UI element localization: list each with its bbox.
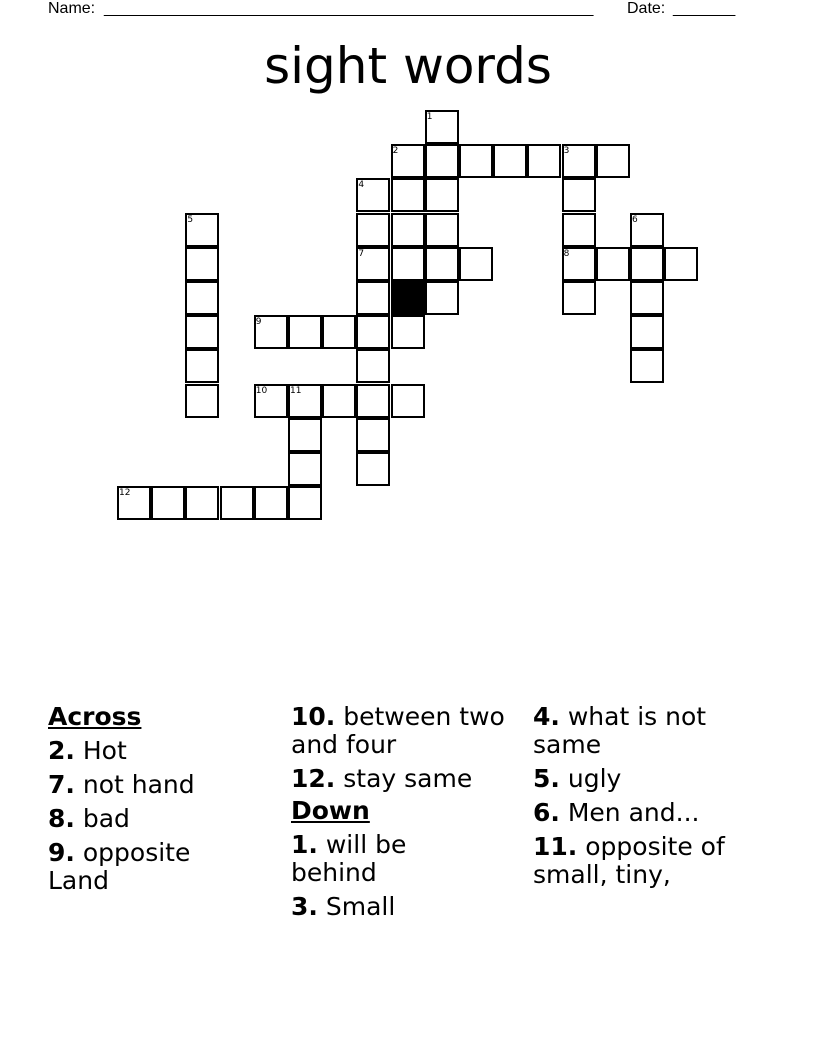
crossword-cell[interactable] [356, 281, 390, 315]
cell-number-4: 4 [358, 180, 365, 191]
crossword-cell[interactable] [562, 178, 596, 212]
crossword-cell[interactable] [630, 349, 664, 383]
crossword-cell[interactable] [391, 247, 425, 281]
date-label: Date: [627, 0, 666, 17]
crossword-cell[interactable] [425, 178, 459, 212]
crossword-cell[interactable] [185, 349, 219, 383]
cell-number-5: 5 [187, 214, 194, 225]
clue-down-5: 5. ugly [533, 764, 622, 793]
clue-across-12: 12. stay same [291, 764, 473, 793]
crossword-cell[interactable] [664, 247, 698, 281]
crossword-cell[interactable] [459, 144, 493, 178]
crossword-cell[interactable] [391, 384, 425, 418]
clue-across-9: 9. opposite Land [48, 838, 191, 895]
crossword-cell[interactable] [356, 384, 390, 418]
clue-column-3 [533, 703, 765, 895]
crossword-cell[interactable] [185, 281, 219, 315]
crossword-cell[interactable] [356, 315, 390, 349]
cell-number-10: 10 [255, 385, 268, 396]
clue-down-3: 3. Small [291, 892, 396, 921]
cell-number-2: 2 [392, 146, 399, 157]
crossword-cell[interactable] [254, 486, 288, 520]
cell-number-3: 3 [563, 146, 570, 157]
crossword-cell[interactable] [562, 213, 596, 247]
crossword-cell[interactable] [185, 247, 219, 281]
page-title: sight words [264, 37, 552, 95]
clue-across-2: 2. Hot [48, 736, 127, 765]
date-line[interactable]: _______ [673, 0, 736, 17]
clue-down-6: 6. Men and... [533, 798, 700, 827]
crossword-cell[interactable] [493, 144, 527, 178]
crossword-black-cell [391, 281, 425, 315]
name-label: Name: [48, 0, 96, 17]
cell-number-7: 7 [358, 248, 365, 259]
crossword-cell[interactable] [562, 281, 596, 315]
cell-number-1: 1 [426, 112, 433, 122]
crossword-cell[interactable] [425, 144, 459, 178]
crossword-cell[interactable] [425, 213, 459, 247]
crossword-cell[interactable] [596, 247, 630, 281]
cell-number-9: 9 [255, 317, 262, 328]
clue-across-8: 8. bad [48, 804, 130, 833]
crossword-cell[interactable] [630, 247, 664, 281]
crossword-cell[interactable] [185, 315, 219, 349]
crossword-cell[interactable] [288, 486, 322, 520]
crossword-cell[interactable] [322, 384, 356, 418]
crossword-cell[interactable] [391, 178, 425, 212]
crossword-cell[interactable] [527, 144, 561, 178]
crossword-cell[interactable] [322, 315, 356, 349]
crossword-cell[interactable] [391, 315, 425, 349]
cell-number-6: 6 [632, 214, 638, 225]
crossword-cell[interactable] [151, 486, 185, 520]
crossword-cell[interactable] [288, 315, 322, 349]
clue-down-1: 1. will be behind [291, 830, 407, 887]
clue-across-10: 10. between two and four [291, 702, 505, 759]
name-line[interactable]: _______________________________________________________ [104, 0, 594, 17]
crossword-cell[interactable] [220, 486, 254, 520]
crossword-cell[interactable] [356, 349, 390, 383]
crossword-cell[interactable] [356, 452, 390, 486]
clue-down-11: 11. opposite of small, tiny, [533, 832, 725, 889]
crossword-cell[interactable] [425, 247, 459, 281]
crossword-cell[interactable] [288, 452, 322, 486]
clue-column-1 [48, 703, 280, 901]
crossword-cell[interactable] [391, 213, 425, 247]
crossword-cell[interactable] [425, 281, 459, 315]
crossword-cell[interactable] [185, 384, 219, 418]
clue-across-7: 7. not hand [48, 770, 195, 799]
cell-number-12: 12 [119, 488, 131, 499]
crossword-cell[interactable] [288, 418, 322, 452]
clue-down-4: 4. what is not same [533, 702, 707, 759]
crossword-cell[interactable] [630, 315, 664, 349]
down-heading: Down [291, 796, 370, 825]
cell-number-11: 11 [290, 385, 302, 396]
cell-number-8: 8 [563, 248, 570, 259]
crossword-cell[interactable] [356, 213, 390, 247]
crossword-cell[interactable] [356, 418, 390, 452]
across-heading: Across [48, 702, 142, 731]
clue-column-2 [291, 703, 523, 927]
crossword-cell[interactable] [459, 247, 493, 281]
crossword-cell[interactable] [596, 144, 630, 178]
crossword-cell[interactable] [630, 281, 664, 315]
crossword-cell[interactable] [185, 486, 219, 520]
